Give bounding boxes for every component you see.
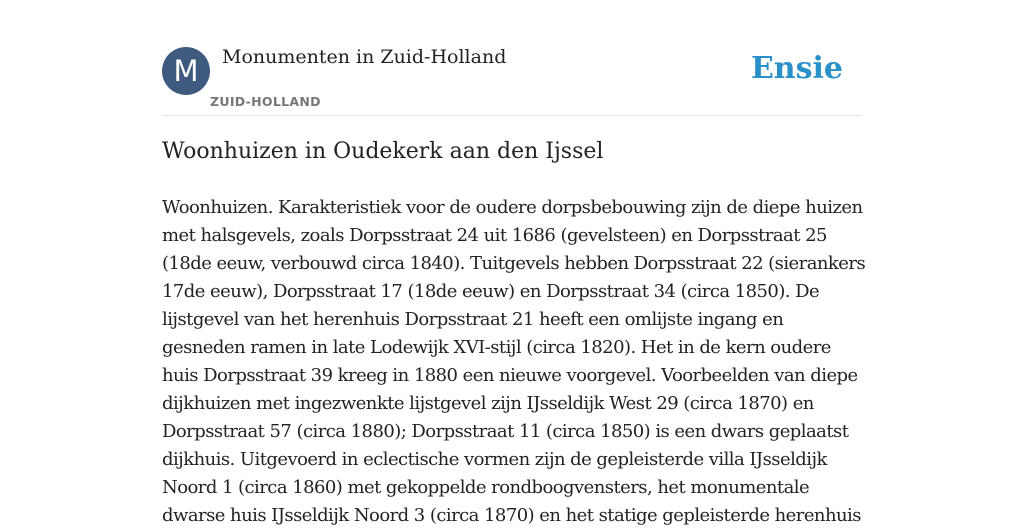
site-title-link[interactable]: Monumenten in Zuid-Holland [222, 46, 507, 68]
body-line: lijstgevel van het herenhuis Dorpsstraat 21 heeft een omlijste ingang en [162, 309, 784, 330]
avatar[interactable]: M [162, 47, 210, 95]
brand-logo[interactable]: Ensie [750, 51, 843, 86]
body-line: met halsgevels, zoals Dorpsstraat 24 uit 1686 (gevelsteen) en Dorpsstraat 25 [162, 225, 827, 246]
body-line: dijkhuis. Uitgevoerd in eclectische vormen zijn de gepleisterde villa IJsseldijk [162, 449, 827, 470]
body-line: Dorpsstraat 57 (circa 1880); Dorpsstraat 11 (circa 1850) is een dwars geplaatst [162, 421, 849, 442]
body-line: gesneden ramen in late Lodewijk XVI-stijl (circa 1820). Het in de kern oudere [162, 337, 831, 358]
body-line: huis Dorpsstraat 39 kreeg in 1880 een nieuwe voorgevel. Voorbeelden van diepe [162, 365, 858, 386]
article-body [162, 194, 867, 530]
body-line: dijkhuizen met ingezwenkte lijstgevel zijn IJsseldijk West 29 (circa 1870) en [162, 393, 814, 414]
body-line: (18de eeuw, verbouwd circa 1840). Tuitgevels hebben Dorpsstraat 22 (sierankers [162, 253, 866, 274]
body-line: dwarse huis IJsseldijk Noord 3 (circa 1870) en het statige gepleisterde herenhuis [162, 505, 861, 526]
article-title: Woonhuizen in Oudekerk aan den Ijssel [162, 139, 604, 164]
body-line: Woonhuizen. Karakteristiek voor de oudere dorpsbebouwing zijn de diepe huizen [162, 197, 863, 218]
header [162, 46, 862, 116]
header-divider [162, 115, 862, 116]
body-line: Noord 1 (circa 1860) met gekoppelde rondboogvensters, het monumentale [162, 477, 810, 498]
body-line: 17de eeuw), Dorpsstraat 17 (18de eeuw) en Dorpsstraat 34 (circa 1850). De [162, 281, 820, 302]
category-link[interactable]: ZUID-HOLLAND [210, 94, 321, 109]
